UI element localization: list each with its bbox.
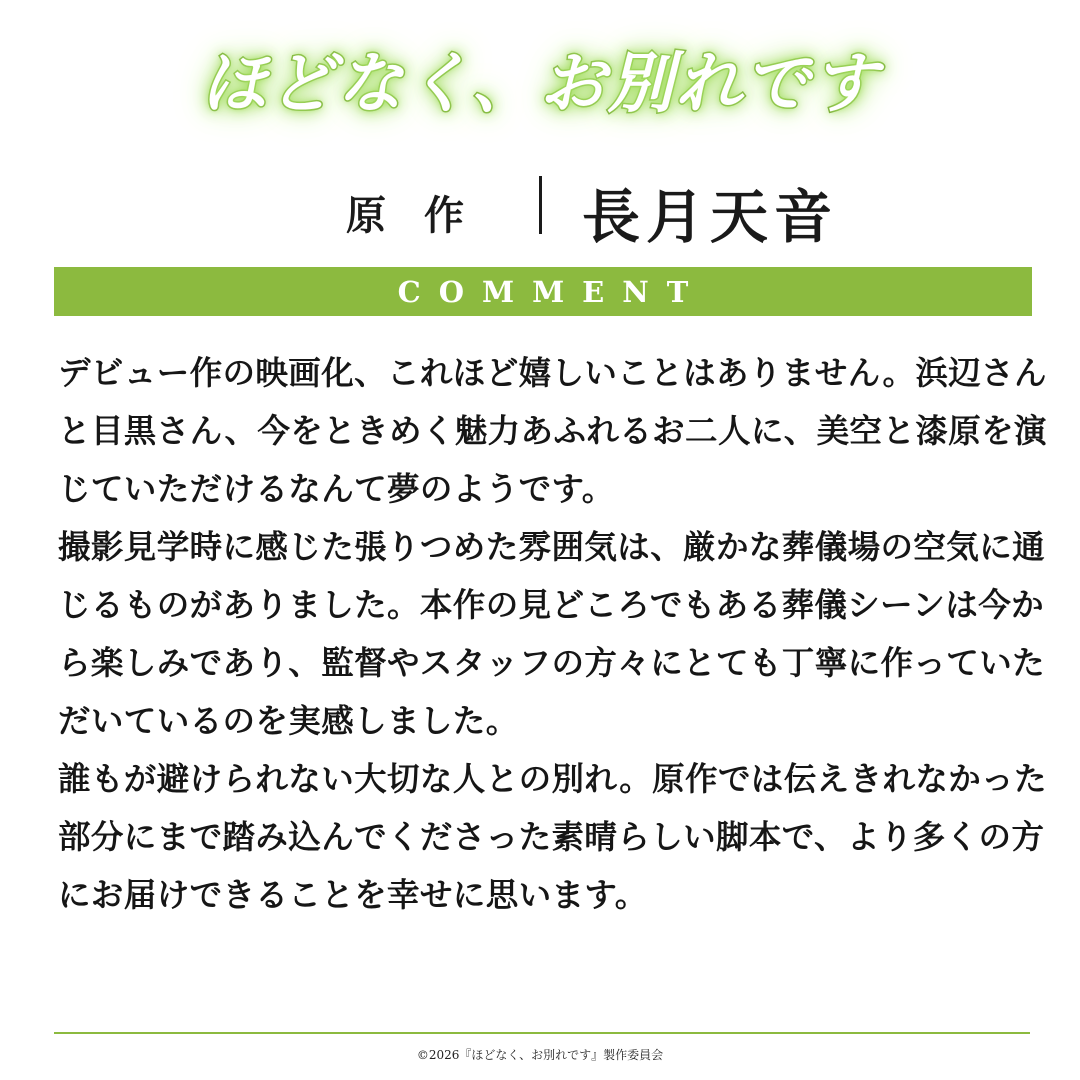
comment-line: じていただけるなんて夢のようです。 [58,469,615,508]
author-name: 長月天音 [582,183,839,251]
comment-line: じるものがありました。本作の見どころでもある葬儀シーンは今か [58,585,1045,624]
comment-line: だいているのを実感しました。 [58,701,519,740]
copyright-notice: ©2026『ほどなく、お別れです』製作委員会 [416,1048,664,1062]
movie-title-logo: ほどなく、お別れです [200,44,880,122]
comment-text-block [58,344,1047,924]
footer-divider [54,1032,1030,1034]
comment-line: 撮影見学時に感じた張りつめた雰囲気は、厳かな葬儀場の空気に通 [58,527,1046,566]
author-credit [0,170,1080,251]
comment-line: にお届けできることを幸せに思います。 [58,875,648,914]
credit-role-label: 原作 [346,192,502,239]
comment-line: 部分にまで踏み込んでくださった素晴らしい脚本で、より多くの方 [58,817,1045,856]
comment-header-label: COMMENT [397,274,707,309]
credit-divider [539,176,542,234]
comment-line: と目黒さん、今をときめく魅力あふれるお二人に、美空と漆原を演 [58,411,1047,450]
comment-line: デビュー作の映画化、これほど嬉しいことはありません。浜辺さん [58,353,1047,392]
comment-header-bar [54,267,1032,316]
comment-line: 誰もが避けられない大切な人との別れ。原作では伝えきれなかった [58,759,1047,798]
comment-line: ら楽しみであり、監督やスタッフの方々にとても丁寧に作っていた [58,643,1046,682]
